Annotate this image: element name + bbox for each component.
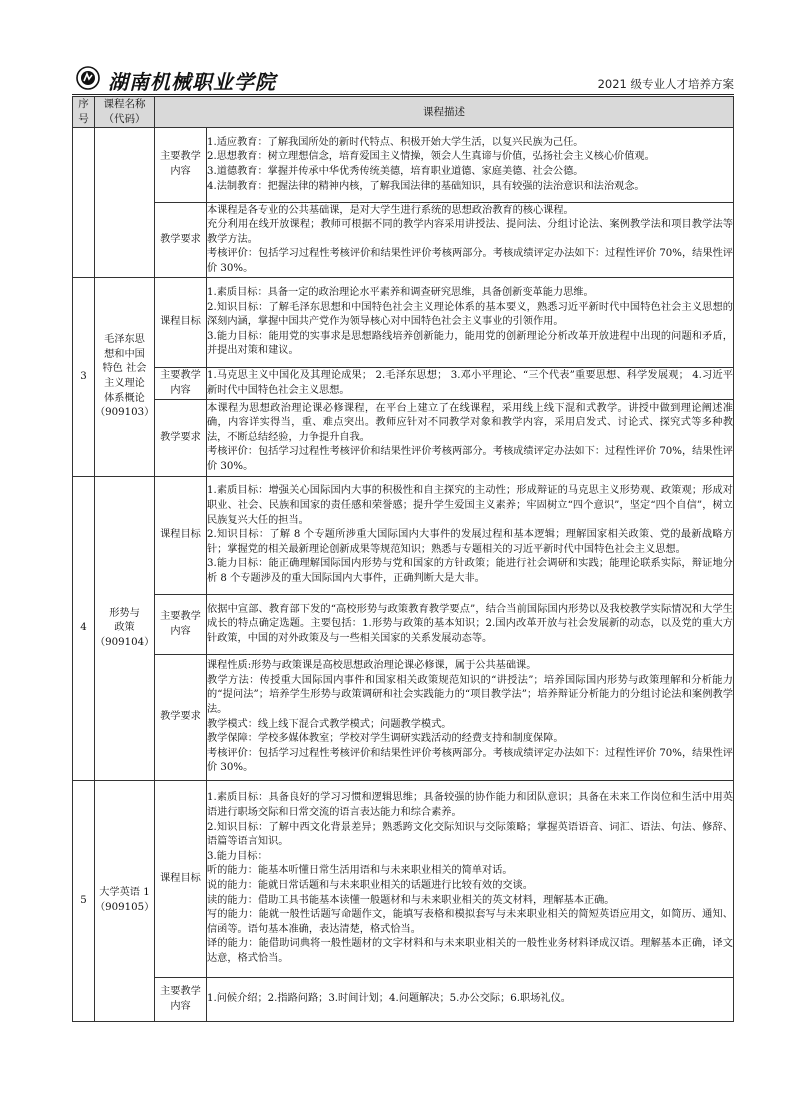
description-line: 教学方法：传授重大国际国内事件和国家相关政策规范知识的“讲授法”；培养国际国内形势与政策理解和分析能力的“提问法”；培养学生形势与政策调研和社会实践能力的“项目教学法”；培养辩证分析能力的分组讨论法和案例教学法。 [207, 674, 733, 715]
course-name [95, 781, 155, 1022]
section-description [207, 128, 734, 203]
description-line: 依据中宣部、教育部下发的“高校形势与政策教育教学要点”，结合当前国际国内形势以及我校教学实际情况和大学生成长的特点确定选题。主要包括：1.形势与政策的基本知识；2.国内改革开放与社会发展新的动态，以及党的重大方针政策，中国的对外政策及与一些相关国家的关系发展动态等。 [207, 603, 733, 644]
section-category-line: 教学要求 [160, 233, 201, 245]
description-line: 1.素质目标：具备一定的政治理论水平素养和调查研究思维，具备创新变革能力思维。 [207, 287, 594, 299]
section-category-line: 内容 [170, 625, 191, 637]
section-category-line: 教学要求 [160, 711, 201, 723]
description-line: 2.知识目标：了解毛泽东思想和中国特色社会主义理论体系的基本要义，熟悉习近平新时代中国特色社会主义思想的深刻内涵，掌握中国共产党作为领导核心对中国特色社会主义事业的引领作用。 [207, 301, 733, 328]
section-category-line: 课程目标 [160, 529, 201, 541]
course-name-line: 政策 [114, 622, 135, 634]
page-header [72, 64, 734, 95]
course-name-line: 体系概论 [104, 392, 145, 404]
section-category-line: 教学要求 [160, 431, 201, 443]
section-category [155, 278, 207, 368]
course-name-line: 形势与 [109, 607, 140, 619]
section-category [155, 128, 207, 203]
description-line: 2.知识目标：了解中西文化背景差异；熟悉跨文化交际知识与交际策略；掌握英语语音、词汇、语法、句法、修辞、语篇等语言知识。 [207, 821, 733, 848]
section-category-line: 主要教学 [160, 610, 201, 622]
table-row [73, 655, 734, 781]
section-description [207, 203, 734, 278]
description-line: 本课程是各专业的公共基础课，是对大学生进行系统的思想政治教育的核心课程。 [207, 204, 574, 216]
description-line: 2.思想教育：树立理想信念，培育爱国主义情操，领会人生真谛与价值，弘扬社会主义核心价值观。 [207, 151, 655, 163]
description-line: 考核评价：包括学习过程性考核评价和结果性评价考核两部分。考核成绩评定办法如下：过程性评价 70%，结果性评价 30%。 [207, 747, 733, 774]
section-category-line: 内容 [170, 1000, 191, 1012]
header-name-line: （代码） [103, 113, 146, 125]
section-category-line: 内容 [170, 384, 191, 396]
course-name-line: 特色 社会 [102, 363, 147, 375]
description-line: 3.道德教育：掌握并传承中华优秀传统美德，培育职业道德、家庭美德、社会公德。 [207, 166, 584, 177]
description-line: 课程性质:形势与政策课是高校思想政治理论课必修课，属于公共基础课。 [207, 660, 537, 672]
table-row [73, 595, 734, 655]
header-description: 课程描述 [155, 97, 734, 128]
header-name-line: 课程名称 [103, 98, 146, 110]
description-line: 译的能力：能借助词典将一般性题材的文字材料和与未来职业相关的一般性业务材料译成汉语。理解基本正确，译文达意，格式恰当。 [207, 938, 733, 964]
header-course-name [95, 97, 155, 128]
header-index-line: 号 [78, 113, 89, 125]
table-header-row [73, 97, 734, 128]
description-line: 4.法制教育：把握法律的精神内核，了解我国法律的基础知识，具有较强的法治意识和法治观念。 [207, 180, 645, 192]
course-name [95, 128, 155, 278]
header-index [73, 97, 95, 128]
header-index-line: 序 [78, 98, 89, 110]
section-category-line: 主要教学 [160, 151, 201, 163]
section-category-line: 课程目标 [160, 316, 201, 328]
section-category [155, 477, 207, 595]
section-description [207, 781, 734, 978]
table-row [73, 978, 734, 1022]
description-line: 教学保障：学校多媒体教室；学校对学生调研实践活动的经费支持和制度保障。 [207, 733, 564, 745]
section-category-line: 主要教学 [160, 369, 201, 381]
course-index: 3 [73, 278, 95, 477]
table-row [73, 203, 734, 278]
college-logo-icon [76, 66, 100, 90]
course-name-line: 毛泽东思 [104, 334, 145, 346]
college-logo-text: 湖南机械职业学院 [108, 70, 276, 94]
description-line: 写的能力：能就一般性话题写命题作文，能填写表格和模拟套写与未来职业相关的简短英语应用文，如简历、通知、信函等。语句基本准确，表达清楚，格式恰当。 [207, 909, 733, 935]
section-category-line: 内容 [170, 166, 191, 177]
description-line: 读的能力：借助工具书能基本读懂一般题材和与未来职业相关的英文材料，理解基本正确。 [207, 894, 615, 906]
section-category [155, 595, 207, 655]
section-category [155, 781, 207, 978]
section-description [207, 278, 734, 368]
section-category [155, 978, 207, 1022]
description-line: 3.能力目标：能正确理解国际国内形势与党和国家的方针政策；能进行社会调研和实践；能理论联系实际，辩证地分析 8 个专题涉及的重大国际国内大事件，正确判断大是大非。 [207, 558, 733, 584]
description-line: 2.知识目标：了解 8 个专题所涉重大国际国内大事件的发展过程和基本逻辑；理解国家相关政策、党的最新战略方针；掌握党的相关最新理论创新成果等规范知识；熟悉与专题相关的习近平新时代中国特色社会主义思想。 [207, 529, 733, 555]
section-description [207, 595, 734, 655]
course-name-line: 大学英语 1 [99, 887, 150, 899]
course-name [95, 278, 155, 477]
section-description [207, 978, 734, 1022]
course-name-line: （909103） [95, 407, 155, 419]
curriculum-table [72, 96, 734, 1022]
section-category-line: 主要教学 [160, 985, 201, 997]
table-row [73, 477, 734, 595]
course-name-line: 想和中国 [104, 348, 145, 360]
description-line: 1.问候介绍；2.指路问路；3.时间计划；4.问题解决；5.办公交际；6.职场礼仪。 [207, 993, 571, 1005]
course-name-line: 主义理论 [104, 378, 145, 389]
description-line: 听的能力：能基本听懂日常生活用语和与未来职业相关的简单对话。 [207, 865, 513, 877]
course-name-line: （909105） [95, 902, 155, 913]
table-row [73, 400, 734, 477]
description-line: 1.素质目标：增强关心国际国内大事的积极性和自主探究的主动性；形成辩证的马克思主义形势观、政策观；形成对职业、社会、民族和国家的责任感和荣誉感；提升学生爱国主义素养；牢固树立“四个意识”，坚定“四个自信”，树立民族复兴大任的担当。 [207, 485, 733, 526]
section-category [155, 203, 207, 278]
course-index: 4 [73, 477, 95, 781]
table-row [73, 781, 734, 978]
description-line: 充分利用在线开放课程；教师可根据不同的教学内容采用讲授法、提问法、分组讨论法、案例教学法和项目教学法等教学方法。 [207, 219, 733, 245]
course-index: 5 [73, 781, 95, 1022]
section-description [207, 368, 734, 400]
description-line: 1.适应教育：了解我国所处的新时代特点、积极开始大学生活，以复兴民族为己任。 [207, 136, 584, 148]
description-line: 教学模式：线上线下混合式教学模式；问题教学模式。 [207, 718, 452, 730]
description-line: 考核评价：包括学习过程性考核评价和结果性评价考核两部分。考核成绩评定办法如下：过程性评价 70%，结果性评价 30%。 [207, 446, 733, 472]
course-name [95, 477, 155, 781]
section-category-line: 课程目标 [160, 872, 201, 884]
description-line: 本课程为思想政治理论课必修课程，在平台上建立了在线课程，采用线上线下混和式教学。讲授中做到理论阐述准确，内容详实得当，重、难点突出。教师应针对不同教学对象和教学内容，采用启发式、讨论式、探究式等多种教法，不断总结经验，力争提升自我。 [207, 402, 733, 443]
course-index [73, 128, 95, 278]
table-row [73, 278, 734, 368]
section-category [155, 655, 207, 781]
course-name-line: （909104） [95, 636, 155, 648]
description-line: 1.素质目标：具备良好的学习习惯和逻辑思维；具备较强的协作能力和团队意识；具备在未来工作岗位和生活中用英语进行职场交际和日常交流的语言表达能力和综合素养。 [207, 792, 733, 819]
section-category [155, 400, 207, 477]
description-line: 说的能力：能就日常话题和与未来职业相关的话题进行比较有效的交谈。 [207, 880, 533, 891]
section-description [207, 400, 734, 477]
description-line: 1.马克思主义中国化及其理论成果； 2.毛泽东思想； 3.邓小平理论、“三个代表”重要思想、科学发展观； 4.习近平新时代中国特色社会主义思想。 [207, 369, 733, 396]
description-line: 考核评价：包括学习过程性考核评价和结果性评价考核两部分。考核成绩评定办法如下：过程性评价 70%，结果性评价 30%。 [207, 248, 733, 274]
table-row [73, 128, 734, 203]
description-line: 3.能力目标： [207, 850, 268, 862]
description-line: 3.能力目标：能用党的实事求是思想路线培养创新能力，能用党的创新理论分析改革开放进程中出现的问题和矛盾，并提出对策和建议。 [207, 330, 733, 357]
section-category [155, 368, 207, 400]
table-row [73, 368, 734, 400]
document-title: 2021 级专业人才培养方案 [597, 77, 734, 91]
section-description [207, 655, 734, 781]
section-description [207, 477, 734, 595]
